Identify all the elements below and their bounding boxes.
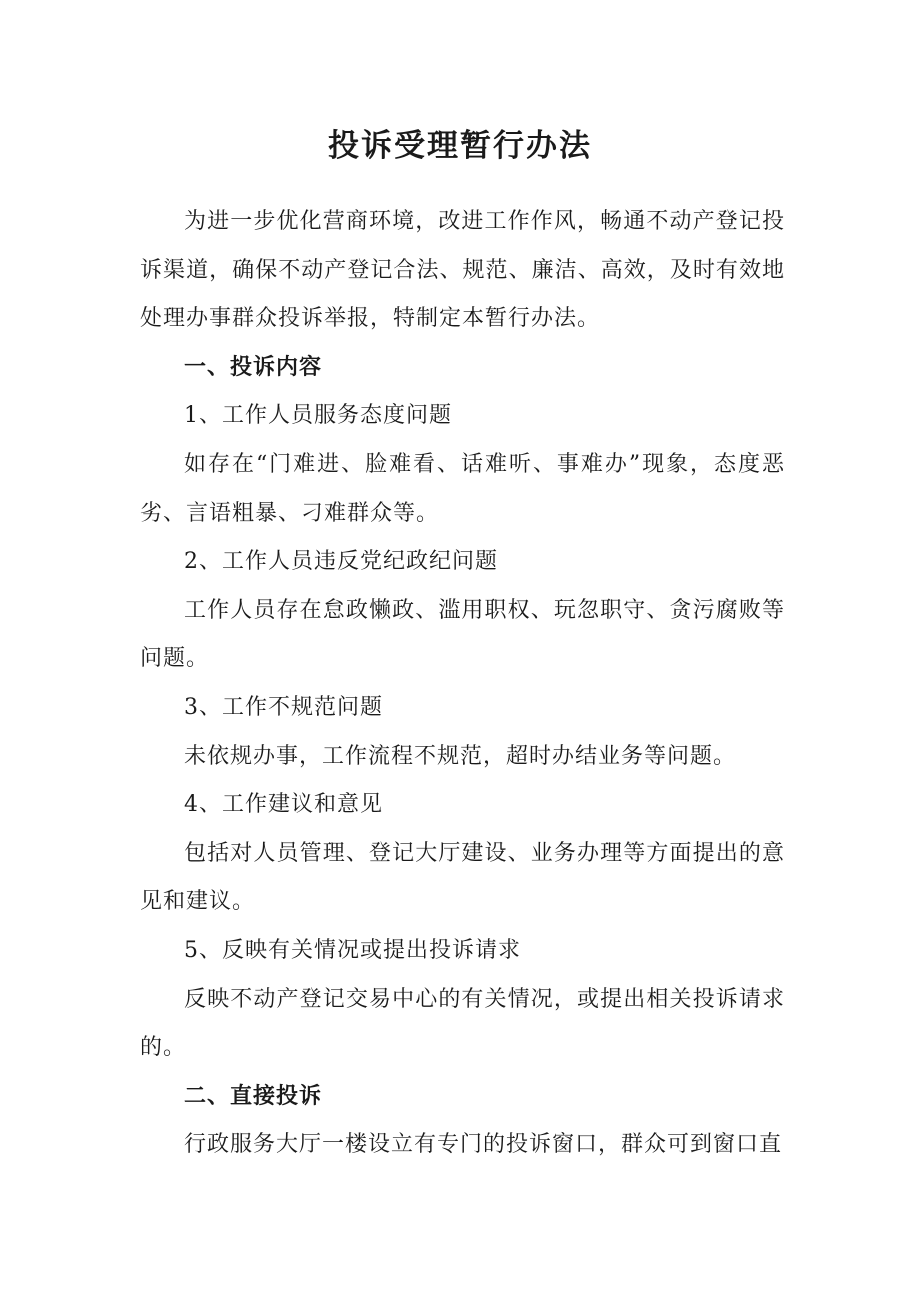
item-title-report-situation: 5、反映有关情况或提出投诉请求	[184, 937, 521, 963]
item-title-service-attitude: 1、工作人员服务态度问题	[184, 403, 452, 429]
item-text-report-situation: 反映不动产登记交易中心的有关情况，或提出相关投诉请求的。	[140, 986, 785, 1061]
section-heading-direct-complaint: 二、直接投诉	[184, 1083, 323, 1109]
item-title-suggestions: 4、工作建议和意见	[184, 792, 383, 818]
item-title-irregular-work: 3、工作不规范问题	[184, 694, 383, 720]
item-text-irregular-work: 未依规办事，工作流程不规范，超时办结业务等问题。	[184, 743, 737, 769]
intro-paragraph: 为进一步优化营商环境，改进工作作风，畅通不动产登记投诉渠道，确保不动产登记合法、规范、廉洁、高效，及时有效地处理办事群众投诉举报，特制定本暂行办法。	[140, 209, 785, 332]
document-title: 投诉受理暂行办法	[328, 128, 592, 164]
direct-complaint-paragraph: 行政服务大厅一楼设立有专门的投诉窗口，群众可到窗口直	[184, 1132, 783, 1158]
item-text-suggestions: 包括对人员管理、登记大厅建设、业务办理等方面提出的意见和建议。	[140, 840, 785, 915]
document-body	[140, 198, 785, 1170]
section-heading-complaint-content: 一、投诉内容	[184, 354, 323, 380]
item-text-discipline: 工作人员存在怠政懒政、滥用职权、玩忽职守、贪污腐败等问题。	[140, 597, 785, 672]
item-title-discipline: 2、工作人员违反党纪政纪问题	[184, 549, 498, 575]
item-text-service-attitude: 如存在“门难进、脸难看、话难听、事难办”现象，态度恶劣、言语粗暴、刁难群众等。	[140, 451, 785, 526]
